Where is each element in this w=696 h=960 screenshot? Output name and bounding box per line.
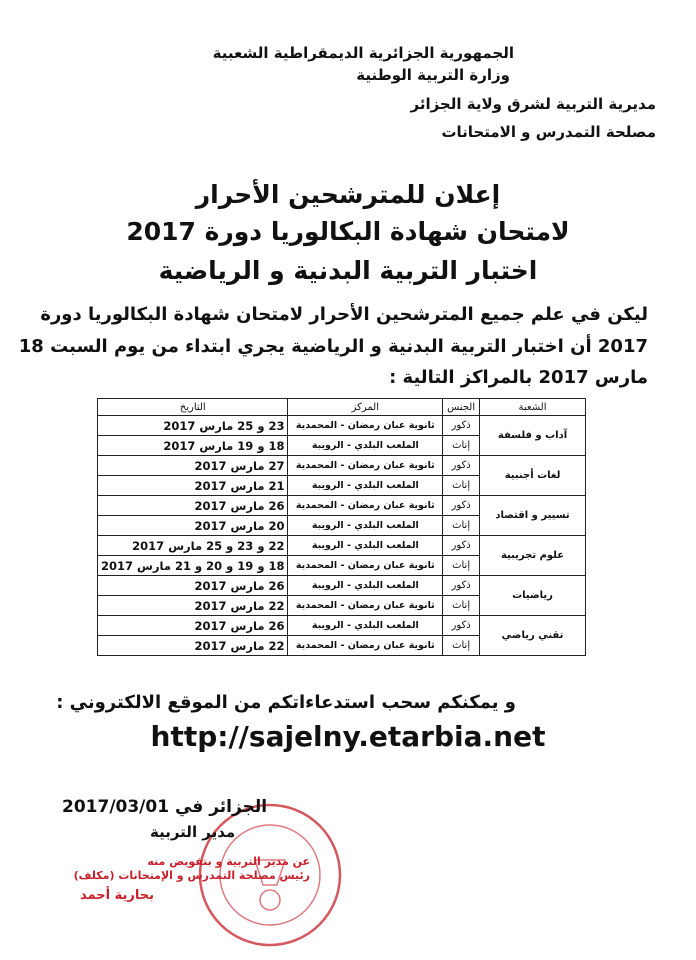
table-row xyxy=(98,456,586,476)
cell-date: 26 مارس 2017 xyxy=(98,496,288,516)
header-date: التاريخ xyxy=(98,399,288,416)
cell-gender: ذكور xyxy=(443,576,480,596)
table-row xyxy=(98,616,586,636)
cell-gender: ذكور xyxy=(443,496,480,516)
cell-center: ثانوية عبان رمضان - المحمدية xyxy=(288,556,443,576)
title-announcement: إعلان للمترشحين الأحرار xyxy=(195,180,501,209)
body-line-2: 2017 أن اختبار التربية البدنية و الرياضية يجري ابتداء من يوم السبت 18 xyxy=(18,336,648,357)
cell-date: 21 مارس 2017 xyxy=(98,476,288,496)
cell-date: 22 مارس 2017 xyxy=(98,596,288,616)
cell-center: ثانوية عبان رمضان - المحمدية xyxy=(288,636,443,656)
cell-center: ثانوية عبان رمضان - المحمدية xyxy=(288,596,443,616)
cell-branch: تسيير و اقتصاد xyxy=(480,496,586,536)
table-row xyxy=(98,536,586,556)
header-branch: الشعبة xyxy=(480,399,586,416)
header-directorate: مديرية التربية لشرق ولاية الجزائر xyxy=(410,95,656,113)
table-header-row xyxy=(98,399,586,416)
cell-branch: رياضيات xyxy=(480,576,586,616)
cell-date: 26 مارس 2017 xyxy=(98,576,288,596)
cell-date: 20 مارس 2017 xyxy=(98,516,288,536)
download-url-link[interactable]: http://sajelny.etarbia.net xyxy=(150,720,546,753)
cell-gender: إناث xyxy=(443,596,480,616)
signatory-title: مدير التربية xyxy=(150,823,236,841)
header-center: المركز xyxy=(288,399,443,416)
table-row xyxy=(98,416,586,436)
stamp-line-2: رئيس مصلحة التمدرس و الإمتحانات (مكلف) xyxy=(73,869,310,882)
cell-date: 23 و 25 مارس 2017 xyxy=(98,416,288,436)
header-service: مصلحة التمدرس و الامتحانات xyxy=(441,123,656,141)
stamp-line-1: عن مدير التربية و بتفويض منه xyxy=(147,855,310,868)
header-gender: الجنس xyxy=(443,399,480,416)
cell-date: 22 و 23 و 25 مارس 2017 xyxy=(98,536,288,556)
table-row xyxy=(98,496,586,516)
cell-branch: لغات أجنبية xyxy=(480,456,586,496)
cell-gender: ذكور xyxy=(443,616,480,636)
cell-center: ثانوية عبان رمضان - المحمدية xyxy=(288,456,443,476)
download-text: و يمكنكم سحب استدعاءاتكم من الموقع الالكتروني : xyxy=(56,692,516,713)
cell-date: 18 و 19 و 20 و 21 مارس 2017 xyxy=(98,556,288,576)
cell-branch: تقني رياضي xyxy=(480,616,586,656)
cell-gender: إناث xyxy=(443,516,480,536)
body-line-3: مارس 2017 بالمراكز التالية : xyxy=(389,367,648,388)
cell-gender: إناث xyxy=(443,556,480,576)
stamp-caption xyxy=(40,855,310,883)
cell-date: 18 و 19 مارس 2017 xyxy=(98,436,288,456)
place-date: الجزائر في 2017/03/01 xyxy=(62,797,268,817)
cell-date: 26 مارس 2017 xyxy=(98,616,288,636)
schedule-body xyxy=(98,416,586,656)
cell-gender: إناث xyxy=(443,436,480,456)
cell-center: ثانوية عبان رمضان - المحمدية xyxy=(288,496,443,516)
cell-gender: ذكور xyxy=(443,536,480,556)
cell-center: الملعب البلدي - الرويبة xyxy=(288,516,443,536)
table-row xyxy=(98,576,586,596)
body-line-1: ليكن في علم جميع المترشحين الأحرار لامتحان شهادة البكالوريا دورة xyxy=(40,304,648,325)
cell-gender: إناث xyxy=(443,476,480,496)
cell-center: الملعب البلدي - الرويبة xyxy=(288,476,443,496)
handwritten-signature: بحارية أحمد xyxy=(80,888,154,903)
schedule-table xyxy=(97,398,586,656)
cell-center: الملعب البلدي - الرويبة xyxy=(288,576,443,596)
cell-gender: إناث xyxy=(443,636,480,656)
cell-date: 22 مارس 2017 xyxy=(98,636,288,656)
title-subject: اختبار التربية البدنية و الرياضية xyxy=(158,256,538,285)
cell-center: الملعب البلدي - الرويبة xyxy=(288,536,443,556)
cell-date: 27 مارس 2017 xyxy=(98,456,288,476)
cell-gender: ذكور xyxy=(443,456,480,476)
cell-center: الملعب البلدي - الرويبة xyxy=(288,436,443,456)
cell-center: ثانوية عبان رمضان - المحمدية xyxy=(288,416,443,436)
header-ministry: وزارة التربية الوطنية xyxy=(356,66,510,84)
cell-gender: ذكور xyxy=(443,416,480,436)
cell-branch: علوم تجريبية xyxy=(480,536,586,576)
cell-branch: آداب و فلسفة xyxy=(480,416,586,456)
cell-center: الملعب البلدي - الرويبة xyxy=(288,616,443,636)
header-republic: الجمهورية الجزائرية الديمقراطية الشعبية xyxy=(212,44,514,62)
title-exam: لامتحان شهادة البكالوريا دورة 2017 xyxy=(126,217,570,246)
